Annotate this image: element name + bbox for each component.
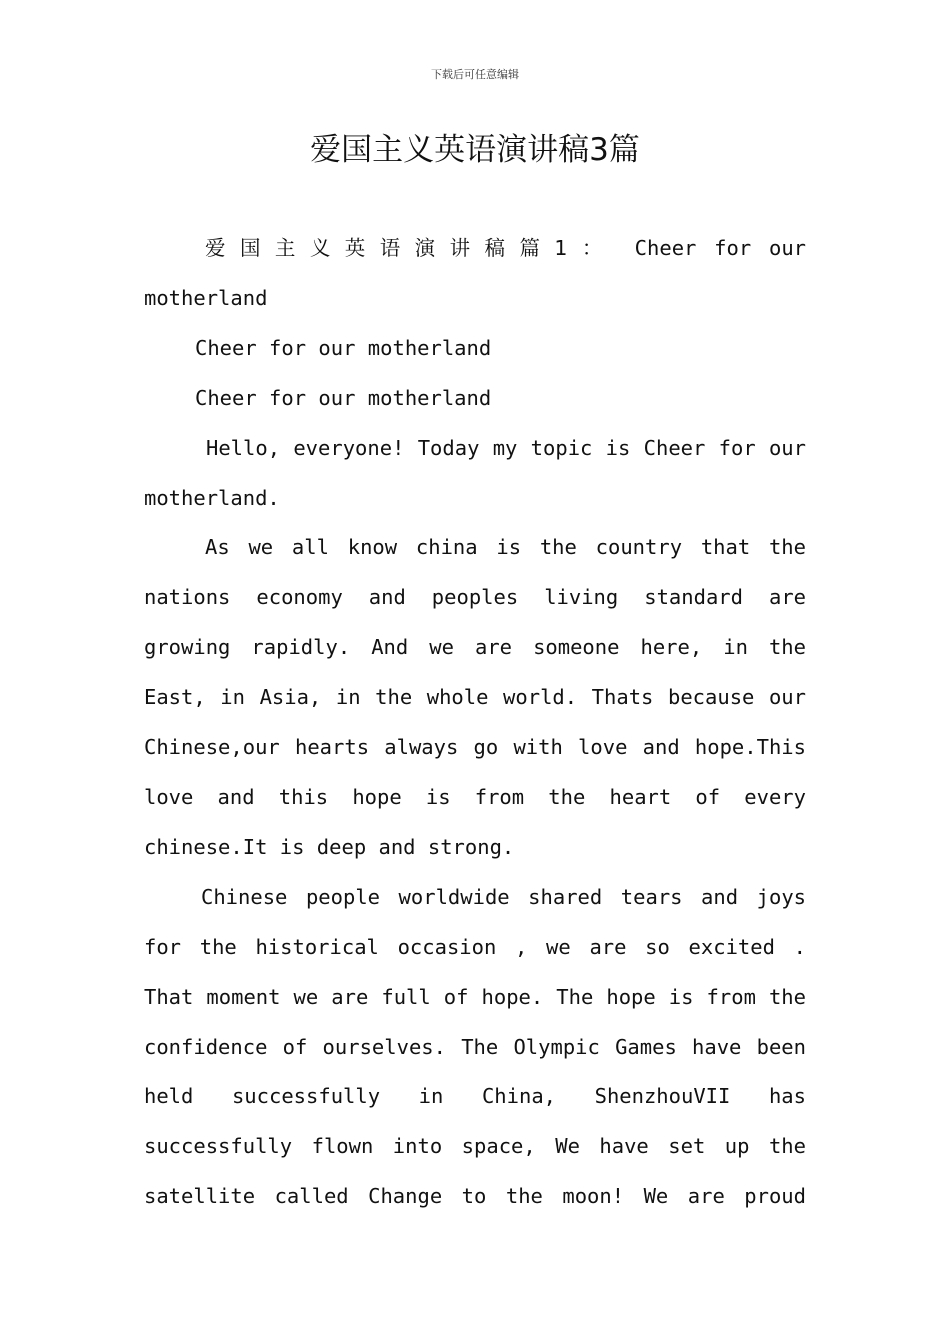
subtitle-line-1: Cheer for our motherland — [195, 335, 492, 360]
section-heading-en: Cheer for our motherland — [144, 236, 807, 310]
subtitle-line-2: Cheer for our motherland — [195, 385, 492, 410]
paragraph-china-growth: As we all know china is the country that the nations economy and peoples living standard are growing rapidly. And we are someone here, in the East, in Asia, in the whole world. Thats because our Chinese,our hearts always go with love and hope.This love and this hope is from the heart of every chinese.It is deep and strong. — [144, 535, 806, 859]
page-header-note: 下载后可任意编辑 — [431, 68, 519, 81]
paragraph-historical-occasion: Chinese people worldwide shared tears and joys for the historical occasion , we are so excited . That moment we are full of hope. The hope is from the confidence of ourselves. The Olympic Games have been held successfully in China, ShenzhouVII has successfully flown into space, We have set up the satellite called Change to the moon! We are proud — [144, 884, 806, 1209]
paragraph-greeting: Hello, everyone! Today my topic is Cheer for our motherland. — [144, 435, 806, 510]
section-heading — [144, 224, 806, 324]
section-heading-cn: 爱国主义英语演讲稿篇1： — [205, 236, 617, 260]
document-body — [144, 224, 806, 1222]
document-title: 爱国主义英语演讲稿3篇 — [310, 132, 640, 168]
